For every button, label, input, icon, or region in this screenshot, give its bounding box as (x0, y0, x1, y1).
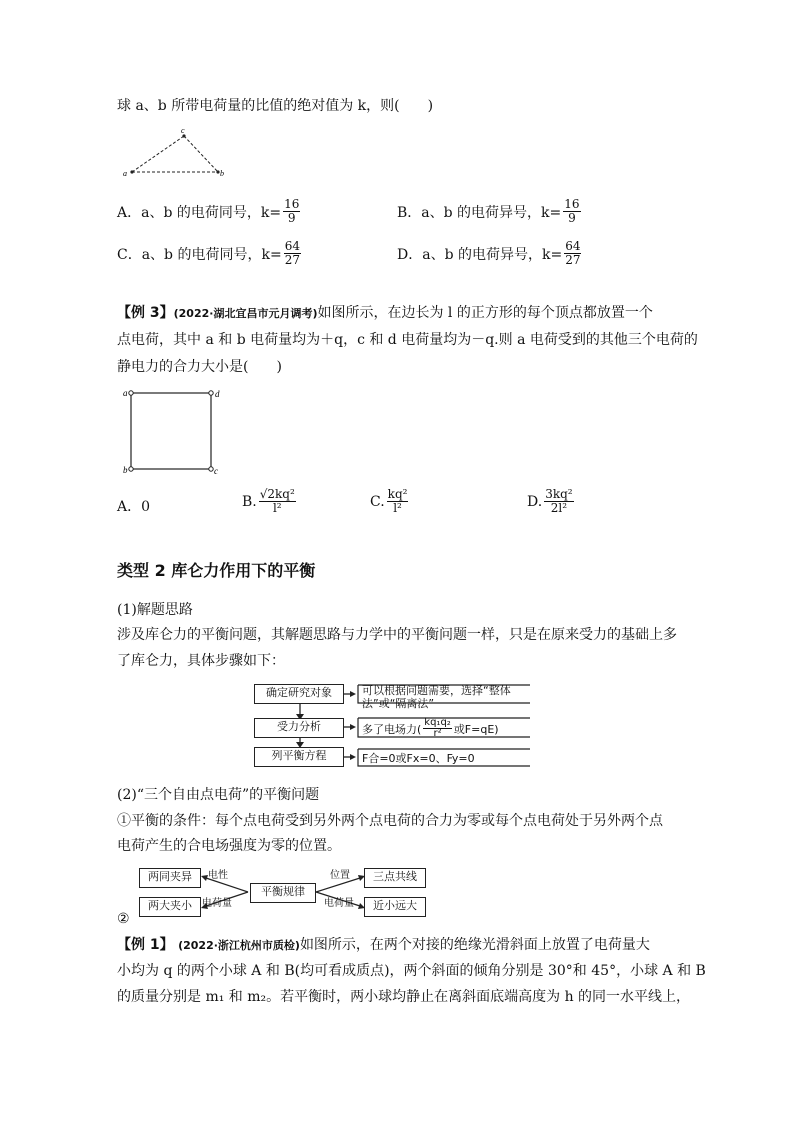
p2-head: (2)“三个自由点电荷”的平衡问题 (117, 787, 320, 803)
flow1-step3: 列平衡方程 (254, 747, 344, 767)
flow2-label-right-bottom: 电荷量 (324, 898, 354, 909)
flow2-label-right-top: 位置 (330, 870, 350, 881)
example1-line2: 小均为 q 的两个小球 A 和 B(均可看成质点)，两个斜面的倾角分别是 30°和 45°，小球 A 和 B (117, 963, 706, 979)
p1-line2: 了库仑力，具体步骤如下： (117, 653, 285, 669)
question-text: 球 a、b 所带电荷量的比值的绝对值为 k，则( ) (117, 98, 434, 114)
section-title: 类型 2 库仑力作用下的平衡 (117, 561, 316, 580)
triangle-figure (120, 124, 230, 180)
ex3-option-c[interactable]: C. $\frac{\text{kq²}}{\text{l²}}$ (370, 487, 408, 515)
triangle-label-c: c (181, 126, 185, 135)
flow1-note1: 可以根据问题需要，选择“整体 法”或“隔离法” (362, 684, 511, 710)
flow2-center: 平衡规律 (250, 883, 316, 903)
example1-line3: 的质量分别是 m₁ 和 m₂。若平衡时，两小球均静止在离斜面底端高度为 h 的同一水平线上， (117, 989, 691, 1005)
example3-line3: 静电力的合力大小是( ) (117, 359, 282, 375)
square-figure (120, 386, 224, 478)
square-label-a: a (123, 388, 128, 398)
flow1-note2: 多了电场力( $\frac{\text{kq₁q₂}}{\text{r²}}$ 或F=qE) (362, 717, 499, 739)
flow2-marker: ② (117, 911, 130, 927)
square-label-b: b (123, 465, 128, 475)
p2-line1: ①平衡的条件：每个点电荷受到另外两个点电荷的合力为零或每个点电荷处于另外两个点 (117, 813, 663, 829)
option-b[interactable]: B．a、b 的电荷异号，k= $\frac{16}{9}$ (397, 197, 580, 225)
example1-line1: 【例 1】 (2022·浙江杭州市质检)如图所示，在两个对接的绝缘光滑斜面上放置了电荷量大 (117, 937, 650, 953)
p2-line2: 电荷产生的合电场强度为零的位置。 (117, 838, 341, 854)
example3-line1: 【例 3】(2022·湖北宜昌市元月调考)如图所示，在边长为 l 的正方形的每个顶点都放置一个 (117, 305, 653, 321)
square-label-c: c (214, 466, 218, 476)
flow2-right-bottom: 近小远大 (364, 897, 426, 917)
flow2-label-left-bottom: 电荷量 (202, 898, 232, 909)
ex3-option-b[interactable]: B. $\frac{\text{√2kq²}}{\text{l²}}$ (242, 487, 295, 515)
flow1-note3: F合=0或Fx=0、Fy=0 (362, 752, 475, 765)
flow2-label-left-top: 电性 (208, 870, 228, 881)
ex3-option-a[interactable]: A．0 (117, 499, 151, 515)
triangle-label-b: b (220, 169, 224, 178)
example3-line2: 点电荷，其中 a 和 b 电荷量均为＋q，c 和 d 电荷量均为－q.则 a 电荷受到的其他三个电荷的 (117, 332, 698, 348)
square-label-d: d (215, 389, 220, 399)
p1-head: (1)解题思路 (117, 602, 193, 618)
option-d[interactable]: D．a、b 的电荷异号，k= $\frac{64}{27}$ (397, 239, 581, 267)
option-a[interactable]: A．a、b 的电荷同号，k= $\frac{16}{9}$ (117, 197, 300, 225)
flow2-right-top: 三点共线 (364, 868, 426, 888)
option-c[interactable]: C．a、b 的电荷同号，k= $\frac{64}{27}$ (117, 239, 300, 267)
p1-line1: 涉及库仑力的平衡问题，其解题思路与力学中的平衡问题一样，只是在原来受力的基础上多 (117, 627, 677, 643)
ex3-option-d[interactable]: D. $\frac{\text{3kq²}}{\text{2l²}}$ (527, 487, 573, 515)
triangle-label-a: a (123, 169, 127, 178)
flow1-step1: 确定研究对象 (254, 684, 344, 704)
flow2-left-bottom: 两大夹小 (139, 897, 201, 917)
flow1-step2: 受力分析 (254, 718, 344, 738)
flow2-left-top: 两同夹异 (139, 868, 201, 888)
